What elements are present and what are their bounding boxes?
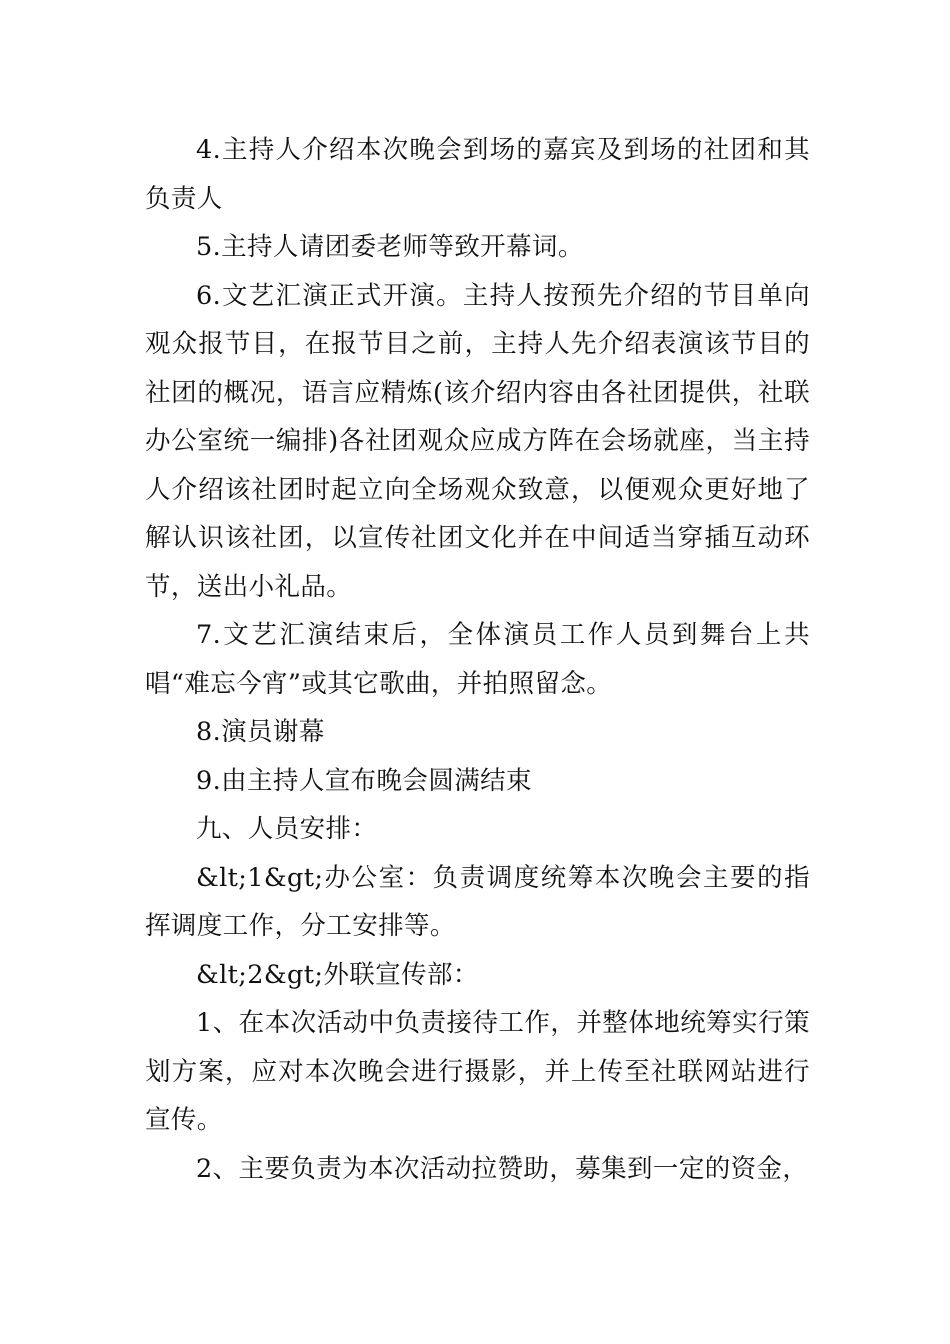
paragraph-item-8: 8.演员谢幕 — [196, 717, 325, 747]
section-heading-staff: 九、人员安排： — [196, 814, 378, 844]
paragraph-item-4: 4.主持人介绍本次晚会到场的嘉宾及到场的社团和其负责人 — [145, 135, 810, 214]
paragraph-item-5: 5.主持人请团委老师等致开幕词。 — [196, 232, 584, 262]
paragraph-item-9: 9.由主持人宣布晚会圆满结束 — [196, 765, 532, 796]
paragraph-duty-1: 1、在本次活动中负责接待工作，并整体地统筹实行策划方案，应对本次晚会进行摄影，并上传至社联网站进行宣传。 — [145, 1008, 810, 1135]
paragraph-item-7: 7.文艺汇演结束后，全体演员工作人员到舞台上共唱“难忘今宵”或其它歌曲，并拍照留念。 — [145, 620, 810, 699]
paragraph-duty-2: 2、主要负责为本次活动拉赞助，募集到一定的资金， — [196, 1153, 809, 1184]
paragraph-office: &lt;1&gt;办公室：负责调度统筹本次晚会主要的指挥调度工作，分工安排等。 — [145, 862, 810, 941]
paragraph-publicity-dept: &lt;2&gt;外联宣传部： — [196, 959, 479, 990]
document-body — [145, 126, 810, 1193]
paragraph-item-6: 6.文艺汇演正式开演。主持人按预先介绍的节目单向观众报节目，在报节目之前，主持人先介绍表演该节目的社团的概况，语言应精炼(该介绍内容由各社团提供，社联办公室统一编排)各社团观众应成方阵在会场就座，当主持人介绍该社团时起立向全场观众致意，以便观众更好地了解认识该社团，以宣传社团文化并在中间适当穿插互动环节，送出小礼品。 — [145, 280, 810, 602]
